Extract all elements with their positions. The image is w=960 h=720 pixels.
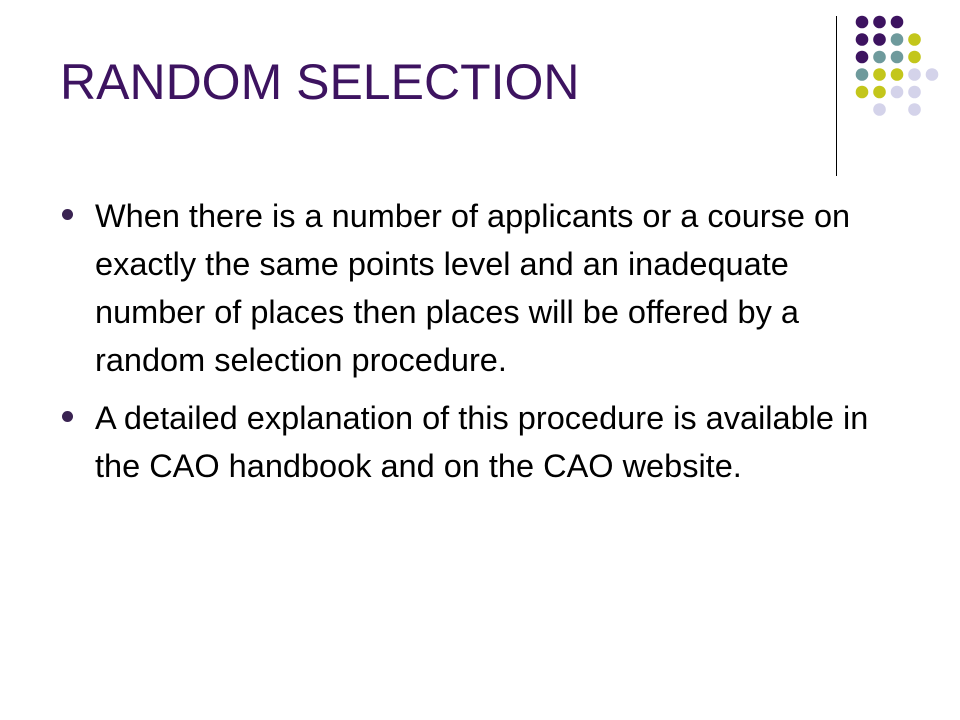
decorative-dot-teal <box>891 33 904 46</box>
decorative-dot-lime <box>873 86 886 99</box>
decorative-dot-lavender <box>891 86 904 99</box>
decorative-dot-lime <box>856 86 869 99</box>
decorative-dot-purple <box>856 16 869 29</box>
decorative-dot-lavender <box>908 68 921 81</box>
decorative-dot-purple <box>856 51 869 64</box>
bullet-text: A detailed explanation of this procedure is available in the CAO handbook and on the CAO website. <box>95 400 869 484</box>
decorative-dot-lavender <box>908 103 921 116</box>
decorative-dot-lime <box>908 33 921 46</box>
decorative-dot-lavender <box>873 103 886 116</box>
divider-line <box>836 16 837 176</box>
decorative-dot-teal <box>891 51 904 64</box>
decorative-dot-teal <box>856 68 869 81</box>
decorative-dot-purple <box>873 33 886 46</box>
decorative-dot-lime <box>908 51 921 64</box>
bullet-list <box>60 192 890 500</box>
decorative-dot-purple <box>873 16 886 29</box>
bullet-dot-icon <box>62 411 73 422</box>
slide-title: RANDOM SELECTION <box>60 54 580 110</box>
bullet-text: When there is a number of applicants or a course on exactly the same points level and an inadequate number of places then places will be offered by a random selection procedure. <box>95 198 851 378</box>
decorative-dot-teal <box>873 51 886 64</box>
decorative-dot-lime <box>891 68 904 81</box>
bullet-dot-icon <box>62 209 73 220</box>
decorative-dot-lavender <box>926 68 939 81</box>
decorative-dot-purple <box>856 33 869 46</box>
decorative-dot-purple <box>891 16 904 29</box>
decorative-dot-lime <box>873 68 886 81</box>
bullet-item <box>60 192 890 384</box>
bullet-item <box>60 394 890 490</box>
decorative-dot-lavender <box>908 86 921 99</box>
